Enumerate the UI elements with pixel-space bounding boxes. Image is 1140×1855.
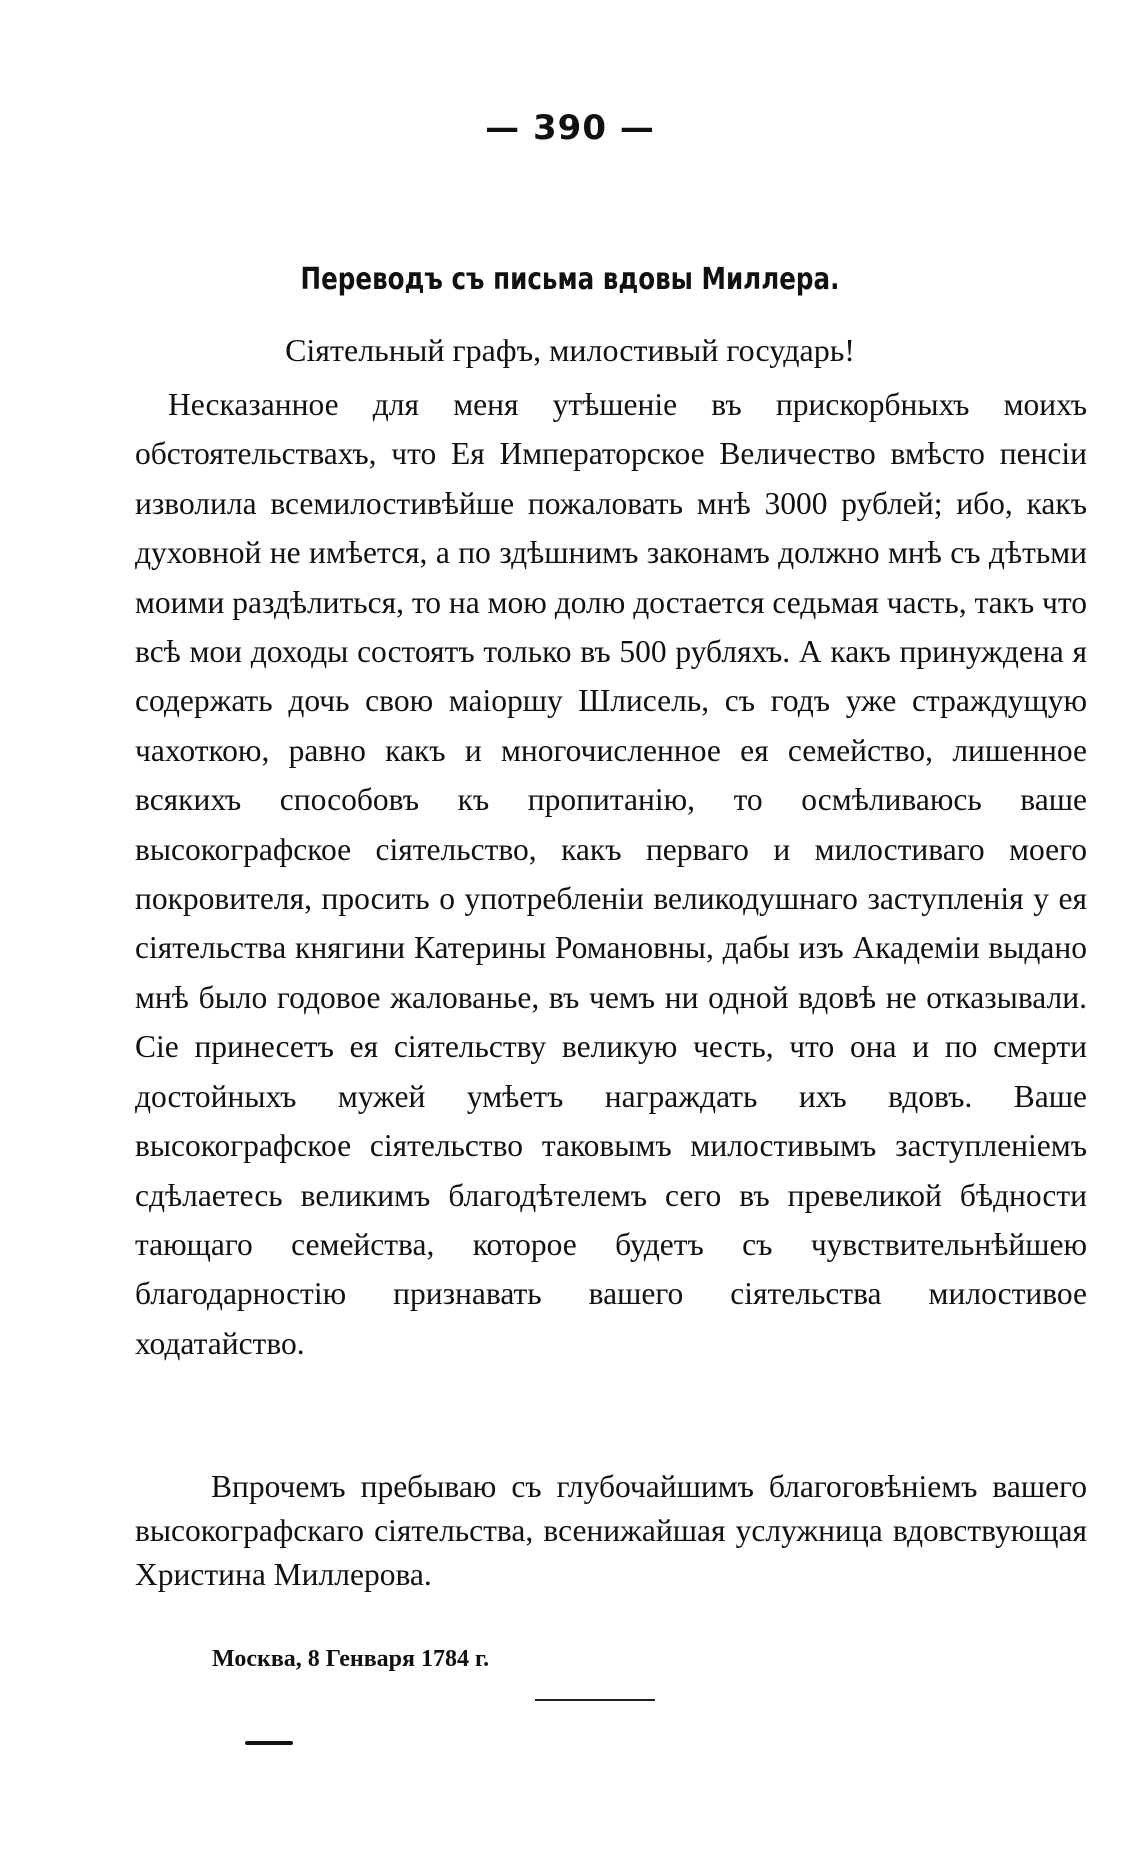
letter-closing: Впрочемъ пребываю съ глубочайшимъ благоговѣніемъ вашего высокографскаго сіятельства, всенижайшая услужница вдовствующая Христина Миллерова. [135,1469,1087,1592]
letter-body: Несказанное для меня утѣшеніе въ прискорбныхъ моихъ обстоятельствахъ, что Ея Императорское Величество вмѣсто пенсіи изволила всемилостивѣйше пожаловать мнѣ 3000 рублей; ибо, какъ духовной не имѣется, а по здѣшнимъ законамъ должно мнѣ съ дѣтьми моими раздѣлиться, то на мою долю достается седьмая часть, такъ что всѣ мои доходы состоятъ только въ 500 рубляхъ. А какъ принуждена я содержать дочь свою маіоршу Шлисель, съ годъ уже страждущую чахоткою, равно какъ и многочисленное ея семейство, лишенное всякихъ способовъ къ пропитанію, то осмѣливаюсь ваше высокографское сіятельство, какъ перваго и милостиваго моего покровителя, просить о употребленіи великодушнаго заступленія у ея сіятельства княгини Катерины Романовны, дабы изъ Академіи выдано мнѣ было годовое жалованье, въ чемъ ни одной вдовѣ не отказывали. Сіе принесетъ ея сіятельству великую честь, что она и по смерти достойныхъ мужей умѣетъ награждать ихъ вдовъ. Ваше высокографское сіятельство таковымъ милостивымъ заступленіемъ сдѣлаетесь великимъ благодѣтелемъ сего въ превеликой бѣдности тающаго семейства, которое будетъ съ чувствительнѣйшею благодарностію признавать вашего сіятельства милостивое ходатайство. [135,387,1087,1361]
salutation: Сіятельный графъ, милостивый государь! [285,332,855,368]
ink-mark [245,1741,293,1745]
divider-rule [535,1699,655,1701]
letter-heading: Переводъ съ письма вдовы Миллера. [300,262,840,297]
dateline: Москва, 8 Генваря 1784 г. [212,1646,490,1672]
page-number: — 390 — [485,108,655,148]
